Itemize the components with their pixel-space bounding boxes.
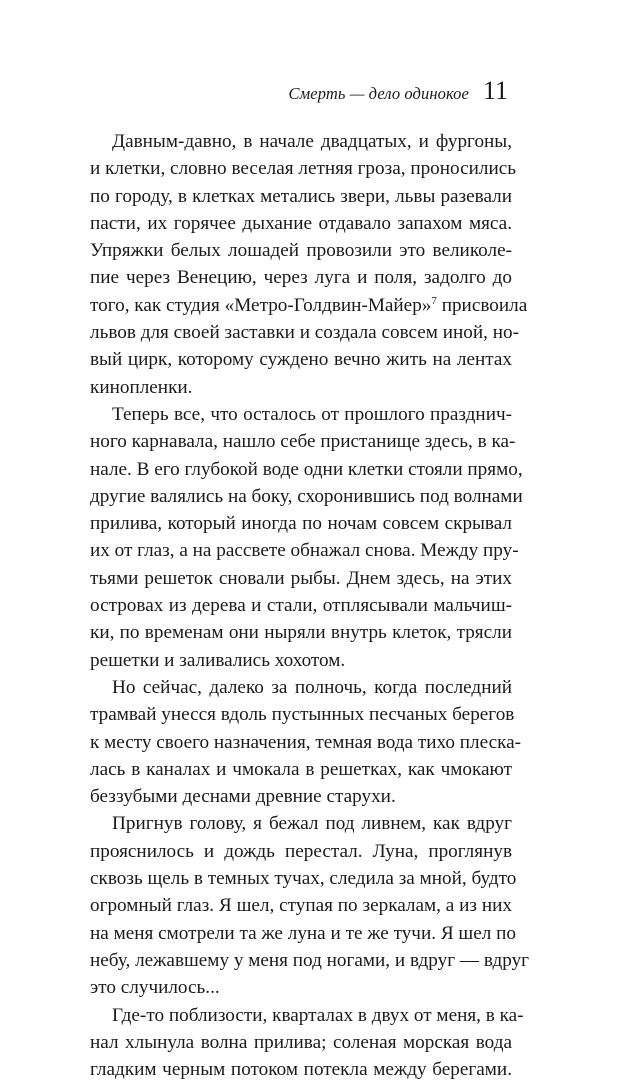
text-segment: присвоила <box>436 294 528 316</box>
text-line: львов для своей заставки и создала совсем иной, но- <box>90 322 519 344</box>
text-line: к месту своего назначения, темная вода тихо плеска- <box>90 731 522 753</box>
text-line: нале. В его глубокой воде одни клетки стояли прямо, <box>90 458 523 480</box>
text-line: небу, лежавшему у меня под ногами, и вдруг — вдруг <box>90 949 530 971</box>
text-segment: того, как студия «Метро-Голдвин-Майер» <box>90 294 432 316</box>
text-line: Пригнув голову, я бежал под ливнем, как вдруг <box>112 813 512 835</box>
text-line: нал хлынула волна прилива; соленая морская вода <box>90 1031 512 1053</box>
text-line: сквозь щель в темных тучах, следила за мной, будто <box>90 868 517 890</box>
footnote-mark[interactable]: 7 <box>431 294 437 307</box>
text-line: на меня смотрели та же луна и те же тучи. Я шел по <box>90 922 516 944</box>
text-line: вый цирк, которому суждено вечно жить на лентах <box>90 349 512 371</box>
text-line: прояснилось и дождь перестал. Луна, проглянув <box>90 840 512 862</box>
text-line: Но сейчас, далеко за полночь, когда последний <box>112 676 512 698</box>
text-line: огромный глаз. Я шел, ступая по зеркалам, а из них <box>90 895 512 917</box>
body-text <box>90 128 530 1083</box>
text-line: это случилось... <box>90 977 220 999</box>
text-line: их от глаз, а на рассвете обнажал снова. Между пру- <box>90 540 519 562</box>
text-line: Теперь все, что осталось от прошлого празднич- <box>112 403 512 425</box>
text-line: пие через Венецию, через луга и поля, задолго до <box>90 267 512 289</box>
text-line-with-footnote <box>90 292 528 319</box>
text-line: и клетки, словно веселая летняя гроза, проносились <box>90 158 517 180</box>
text-line: Где-то поблизости, кварталах в двух от меня, в ка- <box>112 1004 524 1026</box>
text-line: прилива, который иногда по ночам совсем скрывал <box>90 513 512 535</box>
text-line: другие валялись на боку, схоронившись под волнами <box>90 485 523 507</box>
text-line: тьями решеток сновали рыбы. Днем здесь, на этих <box>90 567 512 589</box>
page-number: 11 <box>482 76 508 105</box>
text-line: беззубыми деснами древние старухи. <box>90 786 396 808</box>
text-line: ного карнавала, нашло себе пристанище здесь, в ка- <box>90 431 516 453</box>
text-line: островах из дерева и стали, отплясывали мальчиш- <box>90 595 512 617</box>
running-header <box>90 78 508 112</box>
text-line: трамвай унесся вдоль пустынных песчаных берегов <box>90 704 515 726</box>
text-line: гладким черным потоком потекла между берегами. <box>90 1059 512 1081</box>
text-line: кинопленки. <box>90 376 193 398</box>
text-line: ки, по временам они ныряли внутрь клеток, трясли <box>90 622 512 644</box>
text-line: Упряжки белых лошадей провозили это великоле- <box>90 240 512 262</box>
text-line: решетки и заливались хохотом. <box>90 649 346 671</box>
text-line: лась в каналах и чмокала в решетках, как чмокают <box>90 758 512 780</box>
text-line: Давным-давно, в начале двадцатых, и фургоны, <box>112 131 512 152</box>
text-line: пасти, их горячее дыхание отдавало запахом мяса. <box>90 212 512 234</box>
text-line: по городу, в клетках метались звери, львы разевали <box>90 185 512 207</box>
running-title: Смерть — дело одинокое <box>288 84 469 103</box>
